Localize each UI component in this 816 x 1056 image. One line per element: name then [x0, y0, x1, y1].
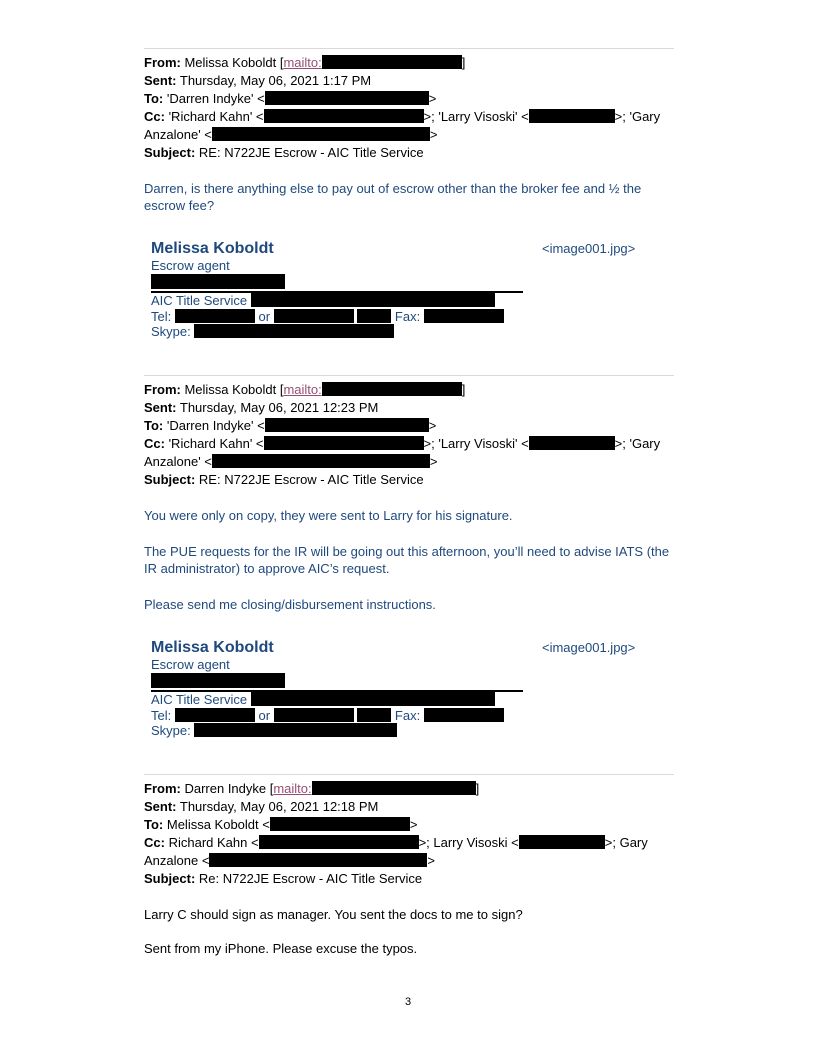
tel-label: Tel:: [151, 309, 172, 324]
redaction-bar: [529, 109, 615, 123]
to-label: To:: [144, 817, 164, 832]
subject-value: RE: N722JE Escrow - AIC Title Service: [198, 472, 424, 487]
signature-role: Escrow agent: [151, 258, 230, 273]
redaction-bar: [264, 109, 424, 123]
tel-label: Tel:: [151, 708, 172, 723]
email-header-1: [144, 54, 674, 162]
redaction-bar: [529, 436, 615, 450]
redaction-bar: [424, 309, 504, 323]
bracket: >: [428, 418, 437, 433]
redaction-bar: [274, 708, 354, 722]
cc-value: >; 'Larry Visoski' <: [423, 109, 529, 124]
cc-value: Anzalone' <: [144, 454, 212, 469]
cc-value: >; Larry Visoski <: [418, 835, 519, 850]
redaction-bar: [194, 324, 394, 338]
redaction-bar: [322, 382, 462, 396]
redaction-bar: [312, 781, 476, 795]
cc-value: >; 'Gary: [614, 109, 661, 124]
email-header-3: [144, 780, 674, 888]
sent-value: Thursday, May 06, 2021 12:18 PM: [179, 799, 379, 814]
to-value: 'Darren Indyke' <: [166, 418, 265, 433]
cc-value: >; Gary: [604, 835, 648, 850]
email-body-2-line-1: You were only on copy, they were sent to Larry for his signature.: [144, 508, 513, 523]
cc-value: >; 'Gary: [614, 436, 661, 451]
subject-label: Subject:: [144, 145, 196, 160]
email-body-3-line-2: Sent from my iPhone. Please excuse the typos.: [144, 941, 418, 956]
signature-name: Melissa Koboldt: [151, 240, 274, 257]
sent-label: Sent:: [144, 799, 177, 814]
redaction-bar: [357, 309, 391, 323]
bracket: >: [428, 91, 437, 106]
redaction-bar: [212, 454, 430, 468]
page-number: 3: [404, 996, 412, 1008]
bracket: >: [427, 853, 436, 868]
mailto-link[interactable]: mailto:: [283, 382, 322, 397]
redaction-bar: [175, 708, 255, 722]
email-body-3-line-1: Larry C should sign as manager. You sent the docs to me to sign?: [144, 907, 523, 922]
signature-company: AIC Title Service: [151, 692, 248, 707]
cc-value: Anzalone' <: [144, 127, 212, 142]
subject-label: Subject:: [144, 871, 196, 886]
cc-label: Cc:: [144, 109, 165, 124]
cc-value: Anzalone <: [144, 853, 210, 868]
to-label: To:: [144, 418, 164, 433]
fax-label: Fax:: [394, 309, 421, 324]
redaction-bar: [251, 692, 495, 706]
sent-value: Thursday, May 06, 2021 12:23 PM: [179, 400, 379, 415]
bracket: ]: [461, 382, 466, 397]
to-value: Melissa Koboldt <: [166, 817, 270, 832]
sent-label: Sent:: [144, 400, 177, 415]
redaction-bar: [519, 835, 605, 849]
signature-role: Escrow agent: [151, 657, 230, 672]
redaction-bar: [265, 418, 429, 432]
from-label: From:: [144, 55, 181, 70]
or-label: or: [258, 708, 271, 723]
redaction-bar: [209, 853, 427, 867]
bracket: >: [429, 454, 438, 469]
mailto-link[interactable]: mailto:: [283, 55, 322, 70]
mailto-link[interactable]: mailto:: [273, 781, 312, 796]
to-value: 'Darren Indyke' <: [166, 91, 265, 106]
from-name: Melissa Koboldt [: [184, 55, 284, 70]
signature-block: [151, 639, 523, 739]
subject-value: Re: N722JE Escrow - AIC Title Service: [198, 871, 423, 886]
fax-label: Fax:: [394, 708, 421, 723]
bracket: ]: [461, 55, 466, 70]
sent-label: Sent:: [144, 73, 177, 88]
redaction-bar: [212, 127, 430, 141]
redaction-bar: [265, 91, 429, 105]
email-body-2-paragraph-3: Please send me closing/disbursement instructions.: [144, 597, 436, 612]
separator-line: [144, 774, 674, 775]
email-body-2-paragraph-2: The PUE requests for the IR will be going out this afternoon, you’ll need to advise IATS (the IR administrator) to approve AIC’s request.: [144, 544, 670, 576]
bracket: >: [429, 127, 438, 142]
redaction-bar: [357, 708, 391, 722]
subject-label: Subject:: [144, 472, 196, 487]
bracket: >: [409, 817, 418, 832]
redaction-bar: [322, 55, 462, 69]
skype-label: Skype:: [151, 723, 191, 738]
subject-value: RE: N722JE Escrow - AIC Title Service: [198, 145, 424, 160]
redaction-bar: [264, 436, 424, 450]
email-header-2: [144, 381, 674, 489]
separator-line: [144, 375, 674, 376]
from-label: From:: [144, 781, 181, 796]
sent-value: Thursday, May 06, 2021 1:17 PM: [179, 73, 372, 88]
signature-company: AIC Title Service: [151, 293, 248, 308]
cc-value: 'Richard Kahn' <: [168, 109, 264, 124]
from-label: From:: [144, 382, 181, 397]
redaction-bar: [251, 293, 495, 307]
separator-line: [144, 48, 674, 49]
redaction-bar: [151, 673, 285, 688]
redaction-bar: [194, 723, 397, 737]
cc-label: Cc:: [144, 436, 165, 451]
redaction-bar: [175, 309, 255, 323]
signature-block: [151, 240, 523, 340]
from-name: Melissa Koboldt [: [184, 382, 284, 397]
image-placeholder: <image001.jpg>: [542, 241, 636, 256]
cc-value: Richard Kahn <: [168, 835, 259, 850]
redaction-bar: [274, 309, 354, 323]
redaction-bar: [151, 274, 285, 289]
redaction-bar: [259, 835, 419, 849]
skype-label: Skype:: [151, 324, 191, 339]
bracket: ]: [475, 781, 480, 796]
redaction-bar: [424, 708, 504, 722]
signature-name: Melissa Koboldt: [151, 639, 274, 656]
cc-value: 'Richard Kahn' <: [168, 436, 264, 451]
cc-label: Cc:: [144, 835, 165, 850]
from-name: Darren Indyke [: [184, 781, 274, 796]
redaction-bar: [270, 817, 410, 831]
cc-value: >; 'Larry Visoski' <: [423, 436, 529, 451]
email-body-1: Darren, is there anything else to pay out of escrow other than the broker fee and ½ the escrow fee?: [144, 181, 642, 213]
or-label: or: [258, 309, 271, 324]
to-label: To:: [144, 91, 164, 106]
image-placeholder: <image001.jpg>: [542, 640, 636, 655]
